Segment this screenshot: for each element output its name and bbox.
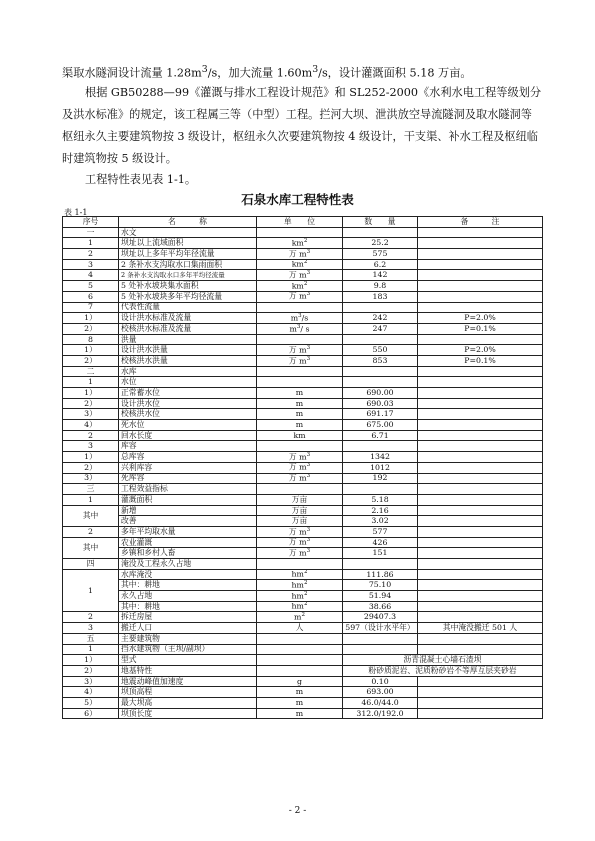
row-note-cell — [418, 708, 543, 719]
row-note-cell — [418, 281, 543, 292]
row-qty-cell: 312.0/192.0 — [343, 708, 418, 719]
row-qty-cell: 9.8 — [343, 281, 418, 292]
row-qty-cell: 426 — [343, 537, 418, 548]
row-note-cell — [418, 697, 543, 708]
table-row — [63, 377, 543, 388]
row-qty-cell — [343, 334, 418, 345]
row-qty-cell: 6.2 — [343, 259, 418, 270]
row-unit-cell: m — [257, 409, 343, 420]
row-note-cell — [418, 494, 543, 505]
table-row — [63, 270, 543, 281]
row-note-cell — [418, 430, 543, 441]
row-unit-cell: m — [257, 687, 343, 698]
row-note-cell — [418, 676, 543, 687]
row-unit-cell: $km^2$ — [257, 281, 343, 292]
header-qty: 数 量 — [343, 217, 418, 228]
row-name-cell: 5 处补水坡块集水面积 — [119, 281, 257, 292]
row-unit-cell: 万 $m^3$ — [257, 452, 343, 463]
row-qty-cell: 75.10 — [343, 580, 418, 591]
row-qty-cell: 690.03 — [343, 398, 418, 409]
table-row — [63, 665, 543, 676]
row-note-cell: P=2.0% — [418, 313, 543, 324]
row-note-cell — [418, 462, 543, 473]
row-qty-cell: 1342 — [343, 452, 418, 463]
row-no-cell: 5） — [63, 697, 119, 708]
row-note-cell — [418, 644, 543, 655]
row-name-cell: 2 条补水支沟取水口集雨面积 — [119, 259, 257, 270]
row-unit-cell: 万 $m^3$ — [257, 291, 343, 302]
row-name-cell: 5 处补水坡块多年平均径流量 — [119, 291, 257, 302]
row-no-cell: 其中 — [63, 505, 119, 526]
table-row — [63, 355, 543, 366]
table-row — [63, 430, 543, 441]
row-no-cell: 2） — [63, 665, 119, 676]
row-note-cell — [418, 270, 543, 281]
row-unit-cell: g — [257, 676, 343, 687]
row-note-cell — [418, 633, 543, 644]
table-row — [63, 591, 543, 602]
table-row — [63, 601, 543, 612]
row-no-cell: 一 — [63, 227, 119, 238]
row-qty-cell: 247 — [343, 323, 418, 334]
row-no-cell: 2） — [63, 398, 119, 409]
table-row — [63, 249, 543, 260]
table-row — [63, 676, 543, 687]
row-note-cell — [418, 505, 543, 516]
table-row — [63, 302, 543, 313]
row-unit-cell: $km^2$ — [257, 259, 343, 270]
row-unit-cell: 万 $m^3$ — [257, 526, 343, 537]
table-row — [63, 484, 543, 495]
row-no-cell: 2 — [63, 249, 119, 260]
table-row — [63, 633, 543, 644]
row-no-cell: 1 — [63, 644, 119, 655]
row-qty-cell: 675.00 — [343, 420, 418, 431]
row-unit-cell: 万 $m^3$ — [257, 462, 343, 473]
header-unit: 单 位 — [257, 217, 343, 228]
row-note-cell — [418, 366, 543, 377]
row-name-cell: 坝顶长度 — [119, 708, 257, 719]
row-unit-cell: m — [257, 398, 343, 409]
table-row — [63, 420, 543, 431]
row-no-cell: 1） — [63, 452, 119, 463]
row-name-cell: 水位 — [119, 377, 257, 388]
row-qty-cell: 51.94 — [343, 591, 418, 602]
table-row — [63, 623, 543, 634]
row-unit-cell — [257, 633, 343, 644]
row-note-cell — [418, 559, 543, 570]
table-row — [63, 526, 543, 537]
row-qty-cell: 142 — [343, 270, 418, 281]
row-unit-cell: m — [257, 708, 343, 719]
row-no-cell: 1 — [63, 377, 119, 388]
row-no-cell: 6 — [63, 291, 119, 302]
row-name-cell: 正常蓄水位 — [119, 388, 257, 399]
table-row — [63, 398, 543, 409]
table-row — [63, 559, 543, 570]
row-no-cell: 2） — [63, 323, 119, 334]
row-unit-cell: $m^2$ — [257, 612, 343, 623]
row-name-cell: 校核洪水位 — [119, 409, 257, 420]
row-qty-cell: 3.02 — [343, 516, 418, 527]
row-unit-cell: $hm^2$ — [257, 569, 343, 580]
row-note-cell — [418, 580, 543, 591]
row-note-cell — [418, 612, 543, 623]
row-unit-cell: 万 $m^3$ — [257, 548, 343, 559]
row-no-cell: 1） — [63, 388, 119, 399]
row-qty-cell — [343, 366, 418, 377]
row-name-cell: 拆迁房屋 — [119, 612, 257, 623]
table-row — [63, 516, 543, 527]
row-name-cell: 新增 — [119, 505, 257, 516]
row-name-cell: 搬迁人口 — [119, 623, 257, 634]
table-row — [63, 441, 543, 452]
header-no: 序号 — [63, 217, 119, 228]
row-name-cell: 2 条补水支沟取水口多年平均径流量 — [119, 270, 257, 281]
row-qty-cell: 575 — [343, 249, 418, 260]
table-title: 石泉水库工程特性表 — [241, 192, 354, 207]
table-row — [63, 548, 543, 559]
row-no-cell: 2 — [63, 612, 119, 623]
row-qty-cell: 111.86 — [343, 569, 418, 580]
table-row — [63, 708, 543, 719]
row-note-cell — [418, 259, 543, 270]
row-no-cell: 5 — [63, 281, 119, 292]
row-note-cell — [418, 441, 543, 452]
row-note-cell — [418, 537, 543, 548]
spec-table — [62, 216, 543, 719]
row-qty-cell — [343, 441, 418, 452]
row-no-cell: 四 — [63, 559, 119, 570]
row-unit-cell — [257, 366, 343, 377]
row-unit-cell — [257, 334, 343, 345]
row-unit-cell — [257, 377, 343, 388]
row-no-cell: 其中 — [63, 537, 119, 558]
row-name-cell: 乡镇和乡村人畜 — [119, 548, 257, 559]
row-note-cell: P=0.1% — [418, 355, 543, 366]
page-number: - 2 - — [288, 806, 307, 816]
table-row — [63, 313, 543, 324]
row-unit-cell: $hm^2$ — [257, 601, 343, 612]
table-row — [63, 323, 543, 334]
row-qty-cell: 0.10 — [343, 676, 418, 687]
table-row — [63, 452, 543, 463]
row-note-cell — [418, 388, 543, 399]
flow-text-1: 渠取水隧洞设计流量 1.28m — [62, 66, 202, 80]
table-body — [63, 227, 543, 719]
row-unit-cell — [257, 227, 343, 238]
row-unit-cell — [257, 559, 343, 570]
row-no-cell: 1） — [63, 345, 119, 356]
row-note-cell — [418, 238, 543, 249]
table-row — [63, 334, 543, 345]
row-name-cell: 设计洪水洪量 — [119, 345, 257, 356]
row-note-cell — [418, 601, 543, 612]
row-unit-cell: 万 $m^3$ — [257, 473, 343, 484]
table-row — [63, 580, 543, 591]
intro-paragraph-3: 工程特性表见表 1-1。 — [85, 173, 197, 186]
row-note-cell — [418, 302, 543, 313]
row-no-cell: 7 — [63, 302, 119, 313]
row-unit-cell: 万亩 — [257, 505, 343, 516]
row-no-cell: 三 — [63, 484, 119, 495]
row-note-cell — [418, 484, 543, 495]
row-unit-cell: 万 $m^3$ — [257, 345, 343, 356]
table-row — [63, 505, 543, 516]
header-name: 名 称 — [119, 217, 257, 228]
row-qty-cell: 38.66 — [343, 601, 418, 612]
row-qty-cell: 192 — [343, 473, 418, 484]
row-no-cell: 3 — [63, 441, 119, 452]
row-name-cell: 水库淹没 — [119, 569, 257, 580]
row-qty-cell — [343, 302, 418, 313]
row-unit-cell: 万 $m^3$ — [257, 537, 343, 548]
table-row — [63, 227, 543, 238]
row-name-cell: 挡水建筑物（主坝/副坝） — [119, 644, 257, 655]
row-qty-cell: 690.00 — [343, 388, 418, 399]
row-name-cell: 淹没及工程永久占地 — [119, 559, 257, 570]
row-name-cell: 灌溉面积 — [119, 494, 257, 505]
row-note-cell — [418, 398, 543, 409]
row-note-cell: 其中淹没搬迁 501 人 — [418, 623, 543, 634]
row-no-cell: 二 — [63, 366, 119, 377]
row-qty-cell — [343, 559, 418, 570]
flow-text-3: /s，设计灌溉面积 5.18 万亩。 — [318, 66, 472, 80]
row-unit-cell — [257, 655, 343, 666]
row-qty-cell — [343, 227, 418, 238]
row-note-cell — [418, 452, 543, 463]
table-row — [63, 569, 543, 580]
row-qty-cell: 691.17 — [343, 409, 418, 420]
table-header-row — [63, 217, 543, 228]
header-note: 备 注 — [418, 217, 543, 228]
row-no-cell: 2 — [63, 430, 119, 441]
row-unit-cell — [257, 302, 343, 313]
row-qty-cell: 242 — [343, 313, 418, 324]
row-note-cell — [418, 291, 543, 302]
row-no-cell: 6） — [63, 708, 119, 719]
table-row — [63, 462, 543, 473]
row-qty-cell: 1012 — [343, 462, 418, 473]
row-name-cell: 农业灌溉 — [119, 537, 257, 548]
row-name-cell: 其中：耕地 — [119, 601, 257, 612]
row-unit-cell — [257, 665, 343, 676]
row-unit-cell — [257, 644, 343, 655]
row-note-cell — [418, 591, 543, 602]
row-name-cell: 主要建筑物 — [119, 633, 257, 644]
row-name-cell: 校核洪水洪量 — [119, 355, 257, 366]
row-name-cell: 总库容 — [119, 452, 257, 463]
row-note-cell — [418, 516, 543, 527]
table-row — [63, 388, 543, 399]
row-note-cell — [418, 473, 543, 484]
table-row — [63, 473, 543, 484]
row-qty-cell — [343, 633, 418, 644]
row-name-cell: 死水位 — [119, 420, 257, 431]
row-note-cell — [418, 526, 543, 537]
row-name-cell: 坝顶高程 — [119, 687, 257, 698]
row-no-cell: 4 — [63, 270, 119, 281]
flow-text-2: /s，加大流量 1.60m — [207, 66, 313, 80]
table-row — [63, 697, 543, 708]
row-name-cell: 校核洪水标准及流量 — [119, 323, 257, 334]
row-no-cell: 3 — [63, 623, 119, 634]
row-qty-cell: 853 — [343, 355, 418, 366]
table-row — [63, 281, 543, 292]
row-qty-cell: 2.16 — [343, 505, 418, 516]
row-name-cell: 永久占地 — [119, 591, 257, 602]
row-unit-cell: 万 $m^3$ — [257, 355, 343, 366]
row-unit-cell: 万亩 — [257, 516, 343, 527]
row-qty-cell: 沥青混凝土心墙石渣坝 — [343, 655, 543, 666]
table-row — [63, 345, 543, 356]
row-unit-cell: 万亩 — [257, 494, 343, 505]
row-qty-cell: 597（设计水平年） — [343, 623, 418, 634]
row-note-cell — [418, 227, 543, 238]
row-unit-cell: 万 $m^3$ — [257, 270, 343, 281]
row-unit-cell: 人 — [257, 623, 343, 634]
row-qty-cell: 46.0/44.0 — [343, 697, 418, 708]
table-row — [63, 655, 543, 666]
row-name-cell: 多年平均取水量 — [119, 526, 257, 537]
row-no-cell: 2 — [63, 526, 119, 537]
row-no-cell: 4） — [63, 687, 119, 698]
row-note-cell — [418, 420, 543, 431]
row-unit-cell — [257, 484, 343, 495]
row-note-cell — [418, 569, 543, 580]
row-name-cell: 库容 — [119, 441, 257, 452]
row-no-cell: 4） — [63, 420, 119, 431]
intro-paragraph-1: 渠取水隧洞设计流量 $1.28m^3/s$，加大流量 $1.60m^3/s$，设计灌溉面积 5.18 万亩。 — [62, 64, 472, 80]
row-name-cell: 水库 — [119, 366, 257, 377]
table-row — [63, 291, 543, 302]
row-name-cell: 坝址以上流域面积 — [119, 238, 257, 249]
row-unit-cell: $m^3/s$ — [257, 313, 343, 324]
row-no-cell: 1 — [63, 569, 119, 612]
row-name-cell: 最大坝高 — [119, 697, 257, 708]
row-no-cell: 3） — [63, 676, 119, 687]
table-row — [63, 494, 543, 505]
row-qty-cell — [343, 644, 418, 655]
table-row — [63, 238, 543, 249]
row-note-cell: P=2.0% — [418, 345, 543, 356]
row-no-cell: 2） — [63, 355, 119, 366]
row-name-cell: 改善 — [119, 516, 257, 527]
row-unit-cell: $hm^2$ — [257, 580, 343, 591]
table-row — [63, 366, 543, 377]
row-unit-cell: m — [257, 697, 343, 708]
row-name-cell: 水文 — [119, 227, 257, 238]
row-unit-cell — [257, 441, 343, 452]
table-row — [63, 612, 543, 623]
row-no-cell: 1） — [63, 655, 119, 666]
row-note-cell — [418, 548, 543, 559]
row-no-cell: 8 — [63, 334, 119, 345]
row-no-cell: 五 — [63, 633, 119, 644]
row-unit-cell: $km^2$ — [257, 238, 343, 249]
row-no-cell: 1 — [63, 238, 119, 249]
row-qty-cell: 550 — [343, 345, 418, 356]
row-note-cell — [418, 687, 543, 698]
row-no-cell: 3） — [63, 409, 119, 420]
row-qty-cell: 粉砂质泥岩、泥质粉砂岩不等厚互层夹砂岩 — [343, 665, 543, 676]
row-unit-cell: m — [257, 388, 343, 399]
intro-paragraph-2: 根据 GB50288—99《灌溉与排水工程设计规范》和 SL252-2000《水利水电工程等级划分及洪水标准》的规定，该工程属三等（中型）工程。拦河大坝、泄洪放空导流隧洞及取水隧洞等枢纽永久主要建筑物按 3 级设计，枢纽永久次要建筑物按 4 级设计，干支渠、补水工程及枢纽临时建筑物按 5 级设计。 — [62, 86, 542, 165]
row-name-cell: 洪量 — [119, 334, 257, 345]
row-note-cell — [418, 334, 543, 345]
row-no-cell: 3 — [63, 259, 119, 270]
table-row — [63, 537, 543, 548]
row-no-cell: 2） — [63, 462, 119, 473]
row-unit-cell: km — [257, 430, 343, 441]
row-name-cell: 回水长度 — [119, 430, 257, 441]
row-qty-cell: 577 — [343, 526, 418, 537]
table-row — [63, 259, 543, 270]
row-note-cell: P=0.1% — [418, 323, 543, 334]
row-note-cell — [418, 249, 543, 260]
row-name-cell: 工程效益指标 — [119, 484, 257, 495]
row-note-cell — [418, 377, 543, 388]
row-note-cell — [418, 409, 543, 420]
row-unit-cell: m — [257, 420, 343, 431]
row-qty-cell: 183 — [343, 291, 418, 302]
row-qty-cell: 25.2 — [343, 238, 418, 249]
row-qty-cell: 29407.3 — [343, 612, 418, 623]
row-name-cell: 型式 — [119, 655, 257, 666]
row-no-cell: 1） — [63, 313, 119, 324]
row-name-cell: 坝址以上多年平均年径流量 — [119, 249, 257, 260]
row-name-cell: 设计洪水标准及流量 — [119, 313, 257, 324]
row-name-cell: 代表性流量 — [119, 302, 257, 313]
row-qty-cell — [343, 377, 418, 388]
row-qty-cell: 6.71 — [343, 430, 418, 441]
table-row — [63, 644, 543, 655]
row-qty-cell: 5.18 — [343, 494, 418, 505]
row-qty-cell: 151 — [343, 548, 418, 559]
row-unit-cell: 万 $m^3$ — [257, 249, 343, 260]
row-name-cell: 其中：耕地 — [119, 580, 257, 591]
row-unit-cell: $m^3/$ s — [257, 323, 343, 334]
row-name-cell: 地震动峰值加速度 — [119, 676, 257, 687]
table-label: 表 1-1 — [64, 208, 88, 217]
row-qty-cell: 693.00 — [343, 687, 418, 698]
row-name-cell: 设计洪水位 — [119, 398, 257, 409]
row-name-cell: 地基特性 — [119, 665, 257, 676]
row-name-cell: 兴利库容 — [119, 462, 257, 473]
table-row — [63, 409, 543, 420]
table-row — [63, 687, 543, 698]
row-no-cell: 1 — [63, 494, 119, 505]
row-name-cell: 死库容 — [119, 473, 257, 484]
row-qty-cell — [343, 484, 418, 495]
row-unit-cell: $hm^2$ — [257, 591, 343, 602]
row-no-cell: 3） — [63, 473, 119, 484]
